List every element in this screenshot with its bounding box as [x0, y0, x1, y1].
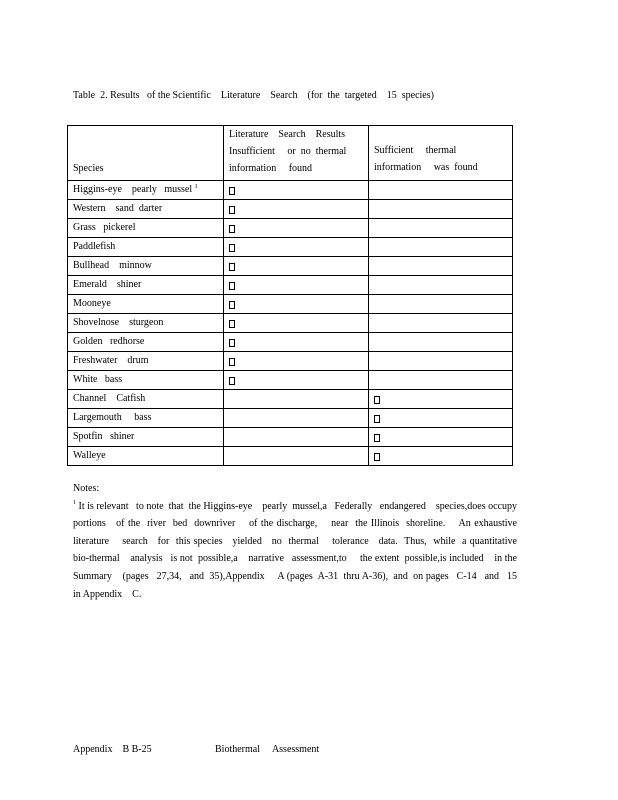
species-cell: [68, 200, 224, 219]
species-name: Grass pickerel: [73, 222, 136, 233]
species-name: Spotfin shiner: [73, 431, 135, 442]
insufficient-cell: [224, 314, 369, 333]
insufficient-cell: [224, 276, 369, 295]
header-insufficient: [224, 126, 369, 181]
sufficient-cell: [369, 219, 513, 238]
header-sufficient-line2: information was found: [374, 162, 478, 173]
species-cell: [68, 276, 224, 295]
sufficient-cell: [369, 295, 513, 314]
insufficient-cell: [224, 333, 369, 352]
check-mark-icon: [229, 263, 235, 271]
species-name: Freshwater drum: [73, 355, 149, 366]
header-group-label: Literature Search Results: [229, 129, 346, 140]
table-row: [68, 409, 513, 428]
header-sufficient: [369, 126, 513, 181]
table-row: [68, 257, 513, 276]
sufficient-cell: [369, 428, 513, 447]
insufficient-cell: [224, 219, 369, 238]
species-name: Higgins-eye pearly mussel: [73, 184, 195, 195]
footer-page-label: Appendix B B-25: [73, 744, 152, 755]
check-mark-icon: [374, 453, 380, 461]
species-cell: [68, 352, 224, 371]
table-row: [68, 333, 513, 352]
insufficient-cell: [224, 428, 369, 447]
check-mark-icon: [374, 415, 380, 423]
species-name: Paddlefish: [73, 241, 116, 252]
note-text: It is relevant to note that the Higgins-eye pearly mussel,a Federally endangered species,does occupy portions of the river bed downriver of the discharge, near the Illinois shoreline. An exhaustive literature search for this species yielded no thermal tolerance data. Thus, while a quantitative bio-thermal analysis is not possible,a narrative assessment,to the extent possible,is included in the Summary (pages 27,34, and 35),Appendix A (pages A-31 thru A-36), and on pages C-14 and 15 in Appendix C.: [73, 500, 527, 600]
table-row: [68, 447, 513, 466]
check-mark-icon: [229, 225, 235, 233]
species-cell: [68, 295, 224, 314]
species-cell: [68, 390, 224, 409]
sufficient-cell: [369, 181, 513, 200]
insufficient-cell: [224, 390, 369, 409]
check-mark-icon: [229, 206, 235, 214]
check-mark-icon: [229, 358, 235, 366]
sufficient-cell: [369, 276, 513, 295]
notes-section: [73, 480, 527, 603]
species-cell: [68, 238, 224, 257]
species-name: Golden redhorse: [73, 336, 145, 347]
table-row: [68, 428, 513, 447]
table-row: [68, 238, 513, 257]
sufficient-cell: [369, 352, 513, 371]
check-mark-icon: [374, 434, 380, 442]
check-mark-icon: [229, 377, 235, 385]
species-name: Emerald shiner: [73, 279, 142, 290]
species-cell: [68, 447, 224, 466]
species-cell: [68, 219, 224, 238]
insufficient-cell: [224, 295, 369, 314]
check-mark-icon: [229, 282, 235, 290]
species-cell: [68, 371, 224, 390]
sufficient-cell: [369, 200, 513, 219]
species-name: Walleye: [73, 450, 106, 461]
sufficient-cell: [369, 409, 513, 428]
species-name: White bass: [73, 374, 123, 385]
species-name: Largemouth bass: [73, 412, 152, 423]
table-row: [68, 200, 513, 219]
insufficient-cell: [224, 181, 369, 200]
species-name: Bullhead minnow: [73, 260, 152, 271]
insufficient-cell: [224, 257, 369, 276]
species-name: Mooneye: [73, 298, 111, 309]
insufficient-cell: [224, 409, 369, 428]
sufficient-cell: [369, 238, 513, 257]
footnote-marker: 1: [73, 499, 76, 506]
species-name: Channel Catfish: [73, 393, 146, 404]
table-row: [68, 219, 513, 238]
header-sufficient-line1: Sufficient thermal: [374, 145, 457, 156]
table-row: [68, 352, 513, 371]
table-row: [68, 295, 513, 314]
species-cell: [68, 181, 224, 200]
insufficient-cell: [224, 447, 369, 466]
note-paragraph: [73, 498, 527, 604]
insufficient-cell: [224, 200, 369, 219]
species-cell: [68, 314, 224, 333]
results-table: [67, 125, 513, 466]
sufficient-cell: [369, 257, 513, 276]
sufficient-cell: [369, 314, 513, 333]
check-mark-icon: [374, 396, 380, 404]
insufficient-cell: [224, 371, 369, 390]
species-cell: [68, 257, 224, 276]
species-name: Shovelnose sturgeon: [73, 317, 164, 328]
sufficient-cell: [369, 333, 513, 352]
check-mark-icon: [229, 301, 235, 309]
check-mark-icon: [229, 187, 235, 195]
sufficient-cell: [369, 371, 513, 390]
insufficient-cell: [224, 238, 369, 257]
header-species: Species: [68, 126, 224, 181]
notes-title: Notes:: [73, 483, 100, 494]
check-mark-icon: [229, 244, 235, 252]
sufficient-cell: [369, 447, 513, 466]
check-mark-icon: [229, 339, 235, 347]
header-insufficient-line2: information found: [229, 163, 313, 174]
sufficient-cell: [369, 390, 513, 409]
table-row: [68, 276, 513, 295]
insufficient-cell: [224, 352, 369, 371]
species-cell: [68, 333, 224, 352]
table-row: [68, 371, 513, 390]
species-cell: [68, 428, 224, 447]
footer-section-title: Biothermal Assessment: [215, 744, 320, 755]
species-name: Western sand darter: [73, 203, 163, 214]
species-cell: [68, 409, 224, 428]
table-caption: Table 2. Results of the Scientific Literature Search (for the targeted 15 species): [73, 90, 434, 101]
table-row: [68, 390, 513, 409]
table-header-row: [68, 126, 513, 181]
table-row: [68, 181, 513, 200]
header-insufficient-line1: Insufficient or no thermal: [229, 146, 347, 157]
check-mark-icon: [229, 320, 235, 328]
species-footnote-marker: 1: [194, 184, 198, 190]
table-row: [68, 314, 513, 333]
